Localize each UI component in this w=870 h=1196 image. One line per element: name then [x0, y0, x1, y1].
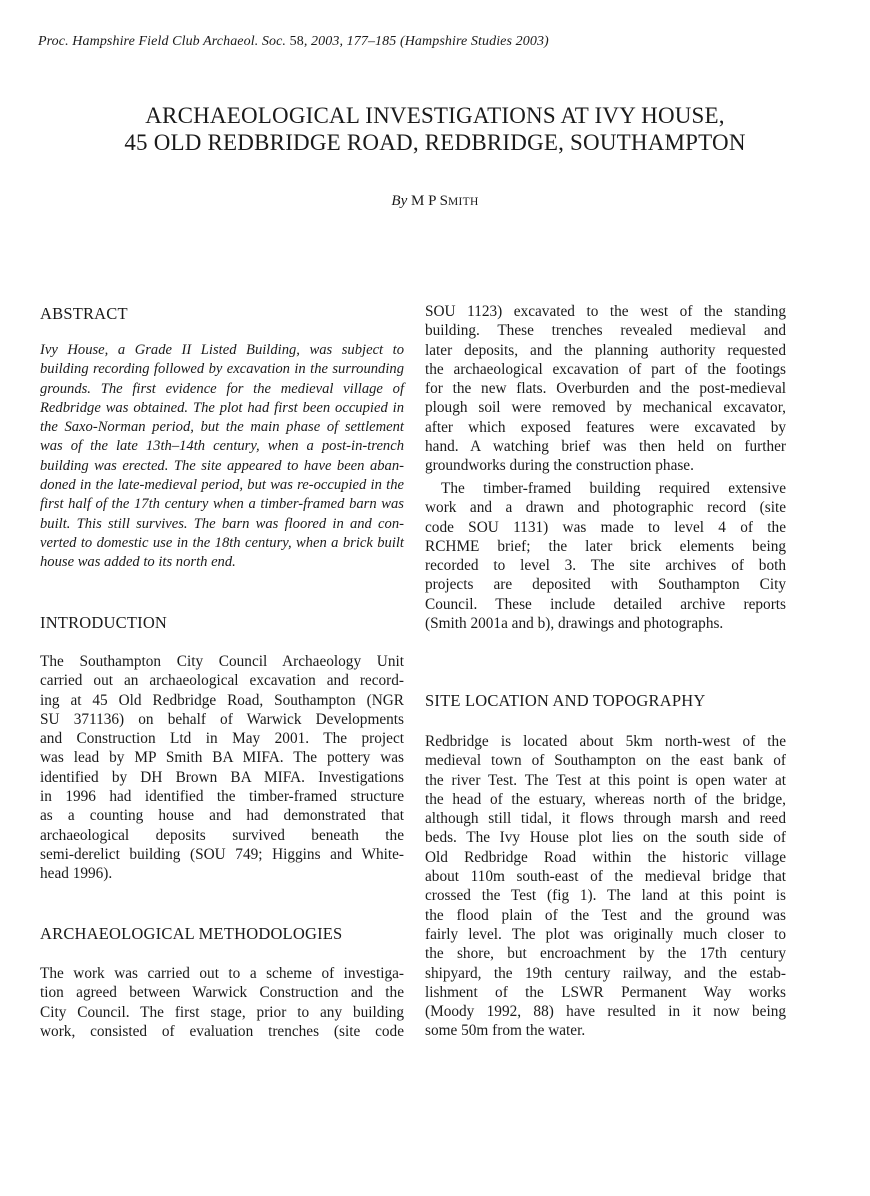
- citation-volume: 58: [289, 34, 304, 49]
- abstract-line: Redbridge was obtained. The plot had first been occupied in: [40, 399, 404, 416]
- intro-line: as a counting house and had demonstrated that: [40, 807, 404, 825]
- journal-citation: [38, 34, 838, 50]
- method-cont-line: hand. A watching brief was then held on further: [425, 438, 786, 456]
- intro-line: head 1996).: [40, 865, 113, 883]
- abstract-line: doned in the late-medieval period, but was re-occupied in the: [40, 477, 404, 494]
- methodologies-text: [40, 964, 404, 1041]
- byline-surname-initial: S: [439, 193, 448, 209]
- introduction-text: [40, 652, 404, 884]
- method-cont-line: building. These trenches revealed medieval and: [425, 322, 786, 340]
- site-line: the flood plain of the Test and the ground was: [425, 906, 786, 924]
- byline-by: By: [391, 193, 408, 209]
- record-line: Council. These include detailed archive reports: [425, 595, 786, 613]
- site-line: the shore, but encroachment by the 17th century: [425, 945, 786, 963]
- methodologies-continuation: [425, 302, 786, 476]
- intro-line: ing at 45 Old Redbridge Road, Southampton (NGR: [40, 691, 404, 709]
- abstract-line: Ivy House, a Grade II Listed Building, was subject to: [40, 342, 404, 358]
- author-byline: [300, 193, 570, 210]
- method-cont-line: SOU 1123) excavated to the west of the standing: [425, 303, 786, 320]
- abstract-line: grounds. The first evidence for the medieval village of: [40, 380, 404, 397]
- method-cont-line: plough soil were removed by mechanical excavator,: [425, 399, 786, 417]
- byline-surname-rest: MITH: [447, 196, 479, 208]
- intro-line: identified by DH Brown BA MIFA. Investigations: [40, 768, 404, 786]
- article-title: [40, 102, 830, 156]
- site-line: shipyard, the 19th century railway, and the estab-: [425, 964, 786, 982]
- record-line: (Smith 2001a and b), drawings and photographs.: [425, 615, 724, 633]
- abstract-line: was of the late 13th–14th century, when a post-in-trench: [40, 438, 404, 455]
- abstract-line: verted to domestic use in the 18th century, when a brick built: [40, 534, 404, 551]
- intro-line: was lead by MP Smith BA MIFA. The pottery was: [40, 749, 404, 767]
- site-line: the river Test. The Test at this point is open water at: [425, 771, 786, 789]
- site-line: crossed the Test (fig 1). The land at this point is: [425, 887, 786, 905]
- method-line: City Council. The first stage, prior to any building: [40, 1003, 404, 1021]
- site-line: beds. The Ivy House plot lies on the south side of: [425, 829, 786, 847]
- site-line: Redbridge is located about 5km north-west of the: [425, 733, 786, 750]
- abstract-line: first half of the 17th century when a timber-framed barn was: [40, 496, 404, 513]
- method-cont-line: groundworks during the construction phase.: [425, 457, 694, 475]
- site-line: lishment of the LSWR Permanent Way works: [425, 983, 786, 1001]
- methodologies-heading: ARCHAEOLOGICAL METHODOLOGIES: [40, 924, 343, 943]
- abstract-text: [40, 341, 404, 573]
- method-cont-line: after which exposed features were excavated by: [425, 418, 786, 436]
- introduction-heading: INTRODUCTION: [40, 613, 168, 632]
- title-line-2: 45 OLD REDBRIDGE ROAD, REDBRIDGE, SOUTHAMPTON: [124, 130, 746, 155]
- intro-line: and Construction Ltd in May 2001. The project: [40, 730, 404, 748]
- citation-suffix: , 2003, 177–185 (Hampshire Studies 2003): [303, 34, 549, 49]
- site-line: medieval town of Southampton on the east bank of: [425, 752, 786, 770]
- title-line-1: ARCHAEOLOGICAL INVESTIGATIONS AT IVY HOUSE,: [145, 103, 725, 128]
- abstract-line: building was erected. The site appeared to have been aban-: [40, 457, 404, 474]
- intro-line: SU 371136) on behalf of Warwick Developments: [40, 710, 404, 728]
- intro-line: The Southampton City Council Archaeology Unit: [40, 653, 404, 670]
- site-line: some 50m from the water.: [425, 1022, 586, 1040]
- abstract-line: house was added to its north end.: [40, 554, 236, 571]
- citation-prefix: Proc. Hampshire Field Club Archaeol. Soc.: [38, 34, 290, 49]
- intro-line: carried out an archaeological excavation and record-: [40, 672, 404, 690]
- building-record-paragraph: [425, 479, 786, 633]
- site-line: about 110m south-east of the medieval bridge that: [425, 868, 786, 886]
- record-line: The timber-framed building required extensive: [441, 480, 786, 497]
- record-line: projects are deposited with Southampton City: [425, 576, 786, 594]
- byline-initials: M P: [411, 193, 436, 209]
- site-location-text: [425, 732, 786, 1041]
- site-line: Old Redbridge Road within the historic village: [425, 848, 786, 866]
- method-cont-line: later deposits, and the planning authority requested: [425, 341, 786, 359]
- site-line: although still tidal, it flows through marsh and reed: [425, 810, 786, 828]
- method-line: The work was carried out to a scheme of investiga-: [40, 965, 404, 982]
- abstract-line: building recording followed by excavation in the surrounding: [40, 361, 404, 378]
- record-line: work and a drawn and photographic record (site: [425, 499, 786, 517]
- intro-line: in 1996 had identified the timber-framed structure: [40, 788, 404, 806]
- abstract-line: built. This still survives. The barn was floored in and con-: [40, 515, 404, 532]
- method-cont-line: for the new flats. Overburden and the post-medieval: [425, 380, 786, 398]
- record-line: RCHME brief; the later brick elements being: [425, 537, 786, 555]
- intro-line: archaeological deposits survived beneath the: [40, 826, 404, 844]
- record-line: code SOU 1131) was made to level 4 of the: [425, 518, 786, 536]
- site-line: the head of the estuary, whereas north of the bridge,: [425, 790, 786, 808]
- method-line: work, consisted of evaluation trenches (site code: [40, 1022, 404, 1040]
- abstract-heading: ABSTRACT: [40, 304, 128, 323]
- record-line: recorded to level 3. The site archives of both: [425, 557, 786, 575]
- site-line: fairly level. The plot was originally much closer to: [425, 925, 786, 943]
- abstract-line: the Saxo-Norman period, but the main phase of settlement: [40, 419, 404, 436]
- method-line: tion agreed between Warwick Construction and the: [40, 984, 404, 1002]
- intro-line: semi-derelict building (SOU 749; Higgins and White-: [40, 845, 404, 863]
- site-line: (Moody 1992, 88) have resulted in it now being: [425, 1003, 786, 1021]
- method-cont-line: the archaeological excavation of part of the footings: [425, 360, 786, 378]
- site-location-heading: SITE LOCATION AND TOPOGRAPHY: [425, 691, 706, 710]
